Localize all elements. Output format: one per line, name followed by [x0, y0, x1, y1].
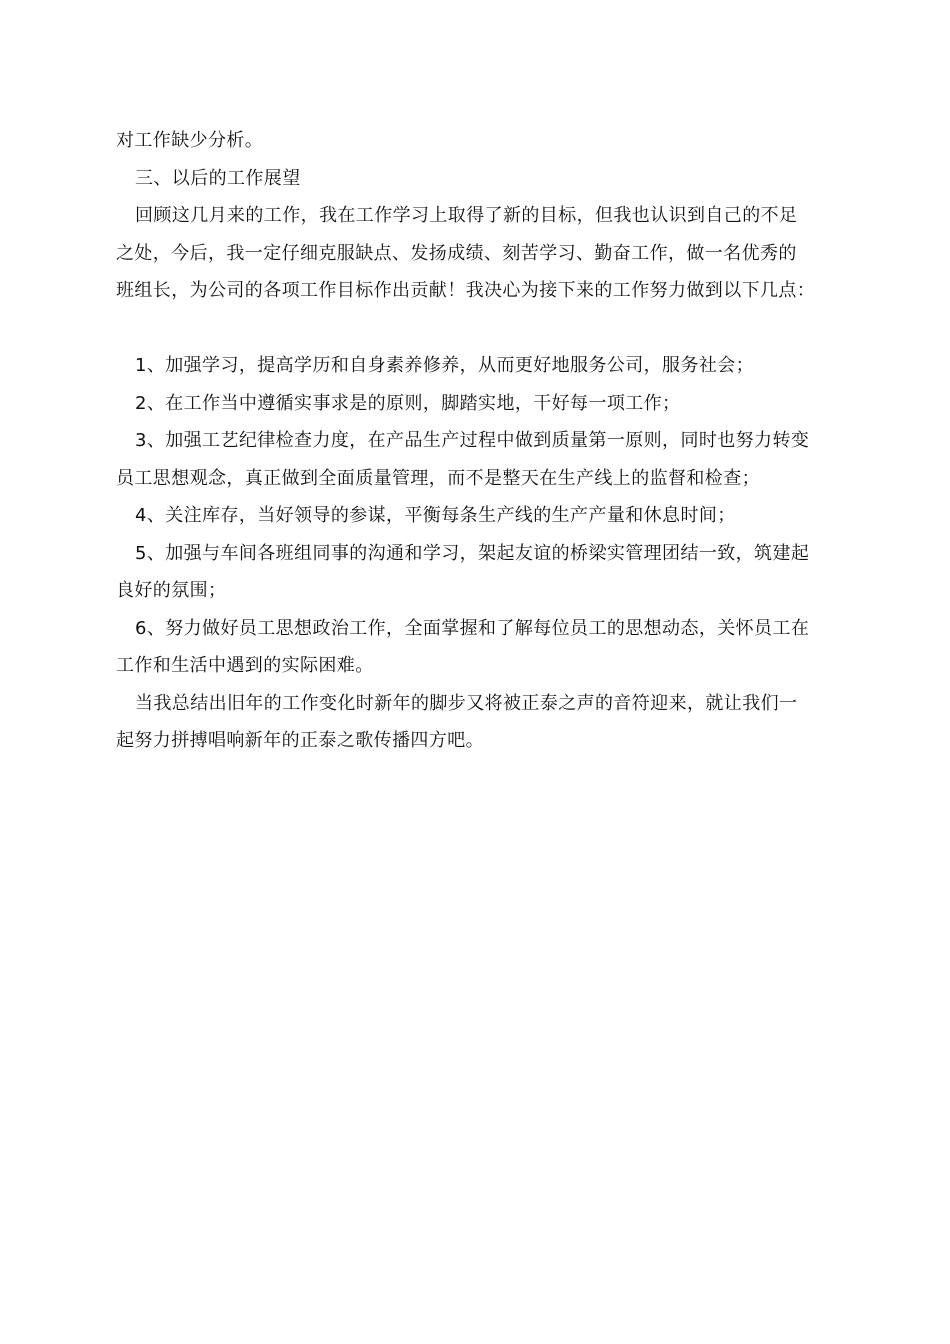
list-item-2: 2、在工作当中遵循实事求是的原则，脚踏实地，干好每一项工作；: [135, 392, 681, 414]
closing-paragraph-continued: 起努力拼搏唱响新年的正泰之歌传播四方吧。: [116, 730, 484, 751]
section-heading: 三、以后的工作展望: [135, 167, 301, 189]
document-body: [116, 122, 836, 760]
list-item-3: 3、加强工艺纪律检查力度，在产品生产过程中做到质量第一原则，同时也努力转变: [135, 430, 810, 451]
list-item-1: 1、加强学习，提高学历和自身素养修养，从而更好地服务公司，服务社会；: [135, 355, 755, 376]
list-item-4: 4、关注库存，当好领导的参谋，平衡每条生产线的生产产量和休息时间；: [135, 505, 736, 526]
list-item-3-continued: 员工思想观念，真正做到全面质量管理，而不是整天在生产线上的监督和检查；: [116, 467, 760, 489]
blank-line: [116, 310, 836, 348]
list-item-6-continued: 工作和生活中遇到的实际困难。: [116, 655, 374, 676]
list-item-6: 6、努力做好员工思想政治工作，全面掌握和了解每位员工的思想动态，关怀员工在: [135, 617, 810, 639]
text-line: 班组长，为公司的各项工作目标作出贡献！我决心为接下来的工作努力做到以下几点：: [116, 280, 816, 301]
list-item-5: 5、加强与车间各班组同事的沟通和学习，架起友谊的桥梁实管理团结一致，筑建起: [135, 542, 810, 564]
closing-paragraph: 当我总结出旧年的工作变化时新年的脚步又将被正泰之声的音符迎来，就让我们一: [135, 692, 798, 714]
text-line: 回顾这几月来的工作，我在工作学习上取得了新的目标，但我也认识到自己的不足: [135, 205, 798, 226]
text-line: 之处，今后，我一定仔细克服缺点、发扬成绩、刻苦学习、勤奋工作，做一名优秀的: [116, 242, 797, 264]
list-item-5-continued: 良好的氛围；: [116, 580, 227, 601]
text-line: 对工作缺少分析。: [116, 130, 264, 151]
